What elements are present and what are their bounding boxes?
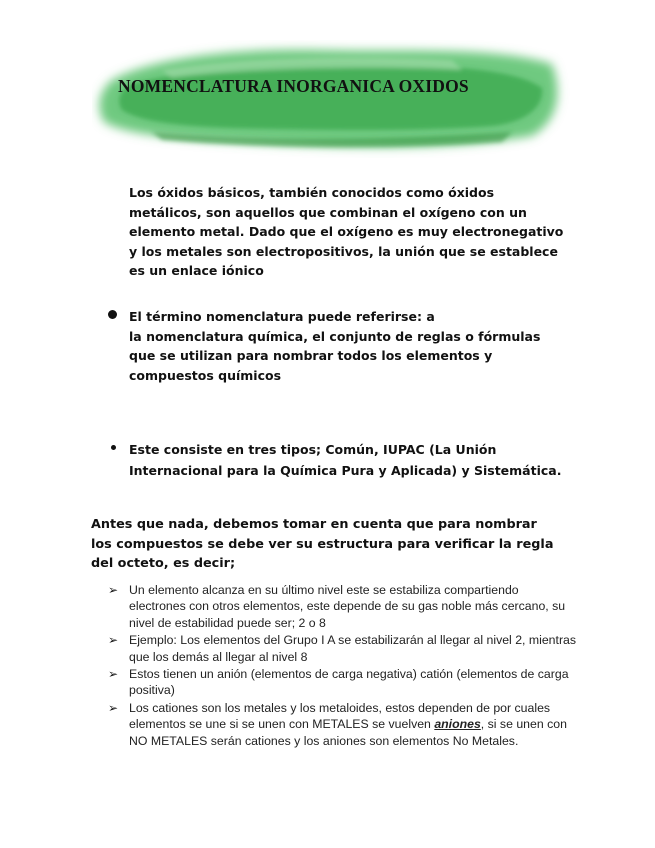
list-item <box>108 582 578 631</box>
bullet-dot-icon <box>108 310 117 319</box>
lead-paragraph: Antes que nada, debemos tomar en cuenta que para nombrar los compuestos se debe ver su estructura para verificar la regla del octeto, es decir; <box>91 517 554 572</box>
list-item-text-before: Los cationes son los metales y los metaloides, estos dependen de por cuales elementos se une si se unen con METALES se vuelven <box>129 700 551 732</box>
list-item-text: Ejemplo: Los elementos del Grupo I A se estabilizarán al llegar al nivel 2, mientras que los demás al llegar al nivel 8 <box>129 633 577 664</box>
list-item-text-after: , si se unen con NO METALES serán cationes y los aniones son elementos No Metales. <box>129 717 567 748</box>
emphasis-aniones: aniones <box>434 717 481 732</box>
list-item <box>108 700 578 749</box>
page-title: NOMENCLATURA INORGANICA OXIDOS <box>118 76 469 96</box>
bullet-dot-icon <box>111 445 116 450</box>
bullet-item-nomenclatura <box>129 307 559 385</box>
bullet-item-tipos: Este consiste en tres tipos; Común, IUPAC (La Unión Internacional para la Química Pura y Aplicada) y Sistemática. <box>129 442 562 478</box>
list-item-text: Estos tienen un anión (elementos de carga negativa) catión (elementos de carga positiva) <box>129 667 569 698</box>
list-item-text: Un elemento alcanza en su último nivel este se estabiliza compartiendo electrones con otros elementos, este depende de su gas noble más cercano, su nivel de estabilidad puede ser; 2 o 8 <box>129 583 566 630</box>
arrow-check-icon: ➢ <box>108 667 119 682</box>
arrow-check-icon: ➢ <box>108 633 119 648</box>
arrow-check-icon: ➢ <box>108 700 119 715</box>
bullet-line: El término nomenclatura puede referirse: a <box>129 309 435 324</box>
list-item <box>108 632 578 665</box>
title-banner <box>92 40 572 158</box>
intro-paragraph: Los óxidos básicos, también conocidos como óxidos metálicos, son aquellos que combinan el oxígeno con un elemento metal. Dado que el oxígeno es muy electronegativo y los metales son electropositivos, la unión que se establece es un enlace iónico <box>129 185 564 279</box>
check-list <box>108 582 578 750</box>
list-item <box>108 666 578 699</box>
arrow-check-icon: ➢ <box>108 583 119 597</box>
bullet-continuation: la nomenclatura química, el conjunto de reglas o fórmulas que se utilizan para nombrar todos los elementos y compuestos químicos <box>129 328 541 383</box>
